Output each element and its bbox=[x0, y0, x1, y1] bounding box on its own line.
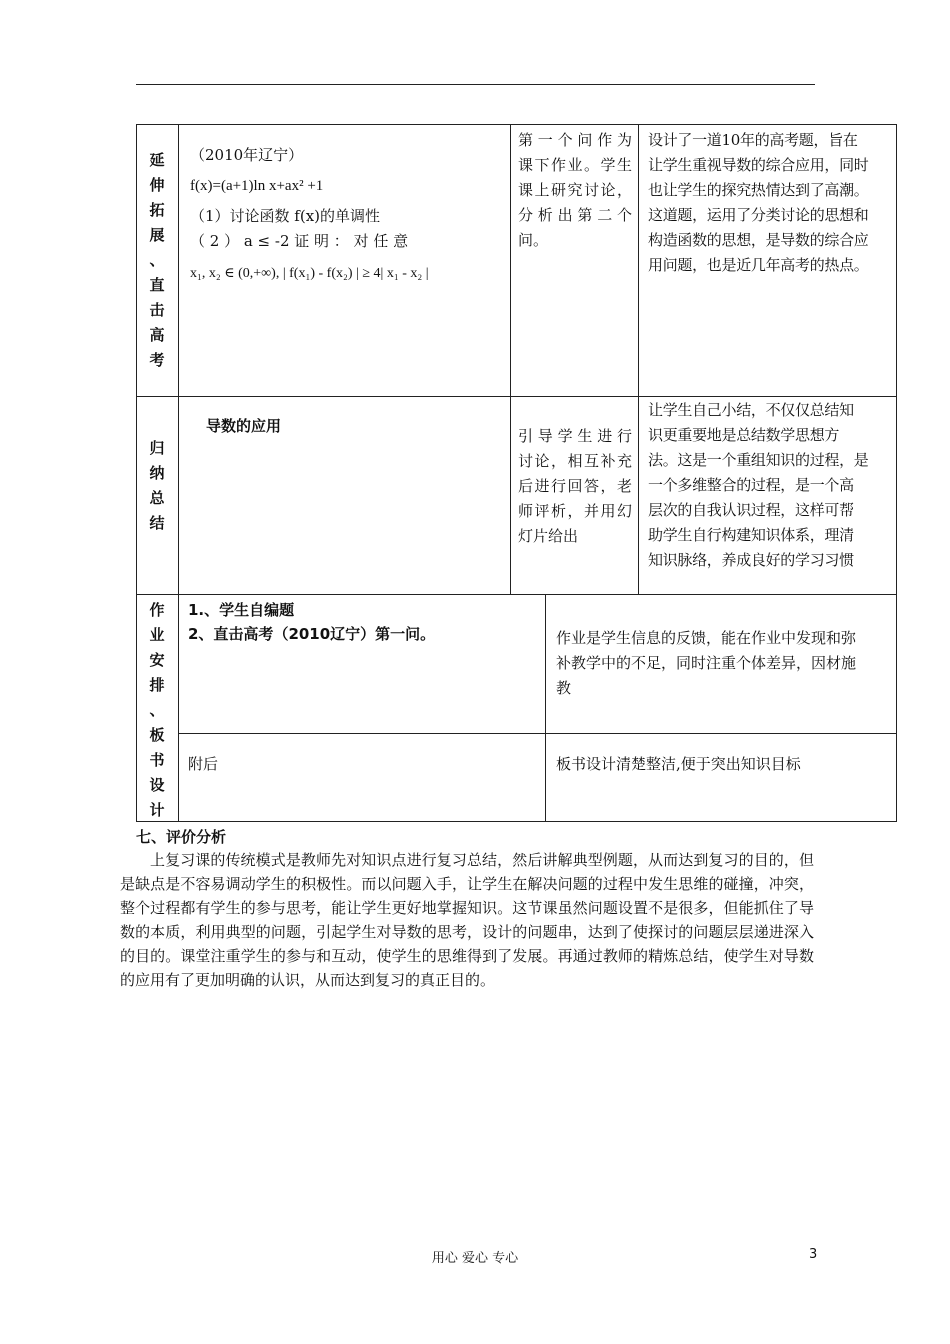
exam-source: （2010年辽宁） bbox=[190, 146, 304, 164]
exam-problem bbox=[190, 143, 502, 288]
board-design: 附后 bbox=[188, 755, 219, 773]
design-intent-summary: 让学生自己小结，不仅仅总结知 识更重要地是总结数学思想方 法。这是一个重组知识的过程，是 一个多维整合的过程，是一个高 层次的自我认识过程，这样可帮 助学生自行构建知识体系，理清 知识脉络，养成良好的学习习惯 bbox=[648, 401, 869, 569]
teacher-activity-summary: 引导学生进行 讨论，相互补充 后进行回答，老 师评析，并用幻 灯片给出 bbox=[518, 427, 632, 545]
problem-part-2-inequality: x₁, x₂ ∈ (0,+∞), | f(x₁) - f(x₂) | ≥ 4| x₁ - x₂ | bbox=[190, 266, 429, 281]
function-expression: f(x)=(a+1)ln x+ax² +1 bbox=[190, 178, 324, 194]
problem-part-2: （ 2 ） a ≤ -2 证 明 ： 对 任 意 bbox=[190, 232, 409, 250]
summary-content: 导数的应用 bbox=[206, 417, 282, 435]
header-rule bbox=[136, 84, 815, 85]
footer-motto: 用心 爱心 专心 bbox=[431, 1251, 519, 1266]
teacher-activity-extension: 第一个问作为 课下作业。学生 课上研究讨论， 分析出第二个 问。 bbox=[518, 131, 632, 249]
row-label-extension: 延 伸 拓 展 、 直 击 高 考 bbox=[149, 151, 165, 369]
page-number: 3 bbox=[809, 1247, 818, 1262]
evaluation-paragraph: 上复习课的传统模式是教师先对知识点进行复习总结，然后讲解典型例题，从而达到复习的目的，但是缺点是不容易调动学生的积极性。而以问题入手，让学生在解决问题的过程中发生思维的碰撞，冲突，整个过程都有学生的参与思考，能让学生更好地掌握知识。这节课虽然问题设置不是很多，但能抓住了导数的本质，利用典型的问题，引起学生对导数的思考，设计的问题串，达到了使探讨的问题层层递进深入的目的。课堂注重学生的参与和互动，使学生的思维得到了发展。再通过教师的精炼总结，使学生对导数的应用有了更加明确的认识，从而达到复习的真正目的。 bbox=[120, 851, 814, 989]
section-title: 七、评价分析 bbox=[136, 828, 227, 846]
homework-list bbox=[188, 598, 435, 646]
problem-part-1: （1）讨论函数 f(x)的单调性 bbox=[190, 207, 381, 225]
homework-note: 作业是学生信息的反馈，能在作业中发现和弥 补教学中的不足，同时注重个体差异，因材施 教 bbox=[556, 629, 857, 697]
row-label-homework: 作 业 安 排 、 板 书 设 计 bbox=[149, 601, 165, 819]
board-design-note: 板书设计清楚整洁,便于突出知识目标 bbox=[556, 755, 801, 773]
design-intent-extension: 设计了一道10年的高考题，旨在 让学生重视导数的综合应用，同时 也让学生的探究热情达到了高潮。 这道题，运用了分类讨论的思想和 构造函数的思想，是导数的综合应 用问题，也是近几年高考的热点。 bbox=[648, 131, 869, 274]
homework-item-2: 2、直击高考（2010辽宁）第一问。 bbox=[188, 625, 436, 643]
homework-item-1: 1.、学生自编题 bbox=[188, 601, 295, 619]
row-label-summary: 归 纳 总 结 bbox=[149, 439, 165, 532]
